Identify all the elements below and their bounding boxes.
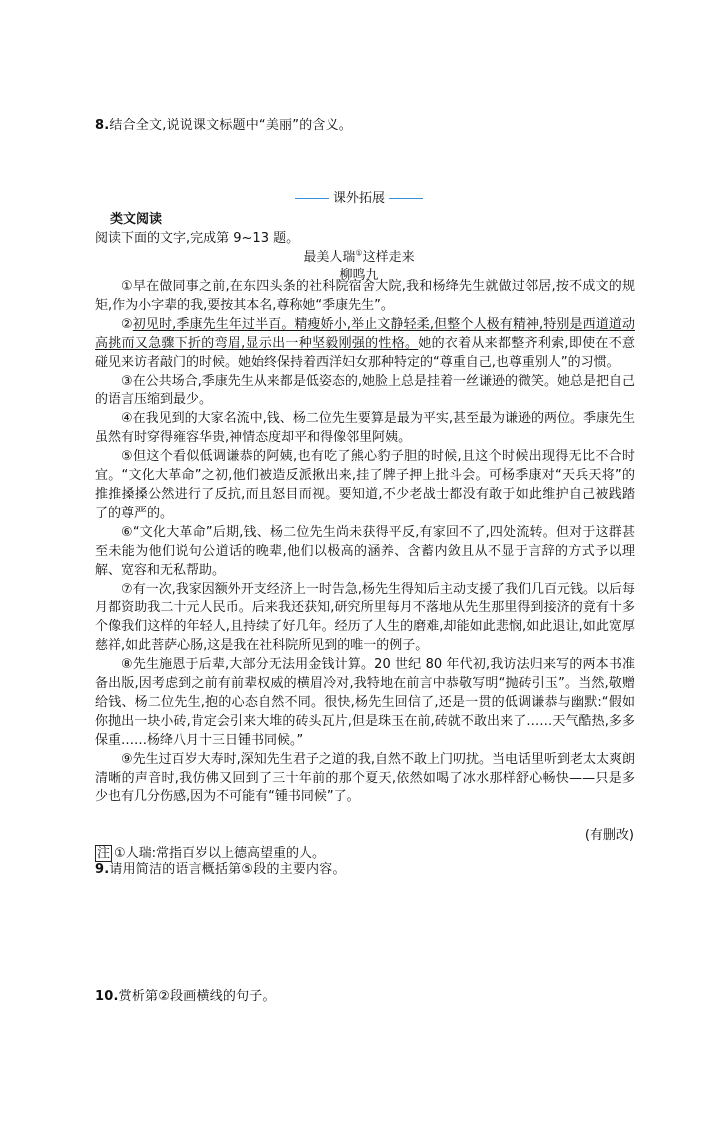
section-heading	[0, 187, 718, 206]
question-number: 8.	[95, 118, 110, 133]
question-8	[95, 117, 352, 135]
paragraph-6: ⑥“文化大革命”后期,钱、杨二位先生尚未获得平反,有家回不了,四处流转。但对于这群甚至未能为他们说句公道话的晚辈,他们以极高的涵养、含蓄内敛且从不显于言辞的方式予以理解、宽容和无私帮助。	[95, 524, 635, 578]
paragraph-8: ⑧先生施恩于后辈,大部分无法用金钱计算。20 世纪 80 年代初,我访法归来写的两本书准备出版,因考虑到之前有前辈权威的横眉冷对,我特地在前言中恭敬写明“抛砖引玉”。当然,敬赠给钱、杨二位先生,抱的心态自然不同。很快,杨先生回信了,还是一贯的低调谦恭与幽默:“假如你抛出一块小砖,肯定会引来大堆的砖头瓦片,但是珠玉在前,砖就不敢出来了……天气酷热,多多保重……杨绛八月十三日锺书同候。”	[95, 657, 635, 748]
footnote-marker: ①	[355, 248, 363, 258]
category-label: 类文阅读	[110, 212, 163, 227]
paragraph-2	[95, 316, 635, 373]
article-title-main: 最美人瑞	[303, 250, 356, 265]
source-note: (有删改)	[584, 828, 634, 843]
paragraph-number: ②	[121, 316, 133, 332]
question-number: 10.	[95, 989, 119, 1004]
article-title-rest: 这样走来	[362, 250, 415, 265]
underlined-sentence: 初见时,季康先生年过半百。精瘦娇小,举止文静轻柔,但整个人极有精神,特别是西道道动高挑而又急骤下折的弯眉,显示出一种坚毅刚强的性格。	[95, 316, 636, 351]
paragraph-1: ①早在做同事之前,在东四头条的社科院宿舍大院,我和杨绛先生就做过邻居,按不成文的规矩,作为小字辈的我,要按其本名,尊称她“季康先生”。	[95, 279, 635, 313]
divider-right	[389, 198, 423, 199]
paragraph-5: ⑤但这个看似低调谦恭的阿姨,也有吃了熊心豹子胆的时候,且这个时候出现得无比不合时宜。“文化大革命”之初,他们被造反派揪出来,挂了牌子押上批斗会。可杨季康对“天兵天将”的推推搡搡公然进行了反抗,而且怒目而视。要知道,不少老战士都没有敢于如此维护自己被践踏了的尊严的。	[95, 449, 635, 521]
article-body	[95, 278, 635, 807]
note-text: ①人瑞:常指百岁以上德高望重的人。	[114, 846, 326, 861]
question-text: 赏析第②段画横线的句子。	[118, 989, 276, 1004]
footnote	[95, 842, 325, 861]
paragraph-4: ④在我见到的大家名流中,钱、杨二位先生要算是最为平实,甚至最为谦逊的两位。季康先生虽然有时穿得雍容华贵,神情态度却平和得像邻里阿姨。	[95, 411, 635, 446]
question-text: 结合全文,说说课文标题中“美丽”的含义。	[109, 118, 352, 133]
article-title	[0, 246, 718, 265]
paragraph-9: ⑨先生过百岁大寿时,深知先生君子之道的我,自然不敢上门叨扰。当电话里听到老太太爽朗清晰的声音时,我仿佛又回到了三十年前的那个夏天,依然如喝了冰水那样舒心畅快——只是多少也有几分伤感,因为不可能有“锺书同候”了。	[95, 751, 635, 805]
note-mark: 注	[97, 846, 111, 861]
question-number: 9.	[95, 862, 110, 877]
question-9	[95, 861, 346, 879]
article-author: 柳鸣九	[339, 268, 379, 283]
paragraph-2-rest: 她的衣着从来都整齐利索,即使在不意碰见来访者敲门的时候。她始终保持着西洋妇女那种特定的“尊重自己,也尊重别人”的习惯。	[95, 335, 635, 370]
section-title: 课外拓展	[332, 191, 385, 206]
paragraph-7: ⑦有一次,我家因额外开支经济上一时告急,杨先生得知后主动支援了我们几百元钱。以后每月都资助我二十元人民币。后来我还获知,研究所里每月不落地从先生那里得到接济的竟有十多个像我们这样的年轻人,且持续了好几年。经历了人生的磨难,却能如此悲悯,如此退让,如此宽厚慈祥,如此菩萨心肠,这是我在社科院所见到的唯一的例子。	[95, 581, 635, 654]
paragraph-3: ③在公共场合,季康先生从来都是低姿态的,她脸上总是挂着一丝谦逊的微笑。她总是把自己的语言压缩到最少。	[95, 373, 635, 408]
divider-left	[295, 198, 329, 199]
reading-instruction: 阅读下面的文字,完成第 9~13 题。	[95, 231, 300, 246]
question-10	[95, 988, 276, 1006]
question-text: 请用简洁的语言概括第⑤段的主要内容。	[109, 862, 346, 877]
